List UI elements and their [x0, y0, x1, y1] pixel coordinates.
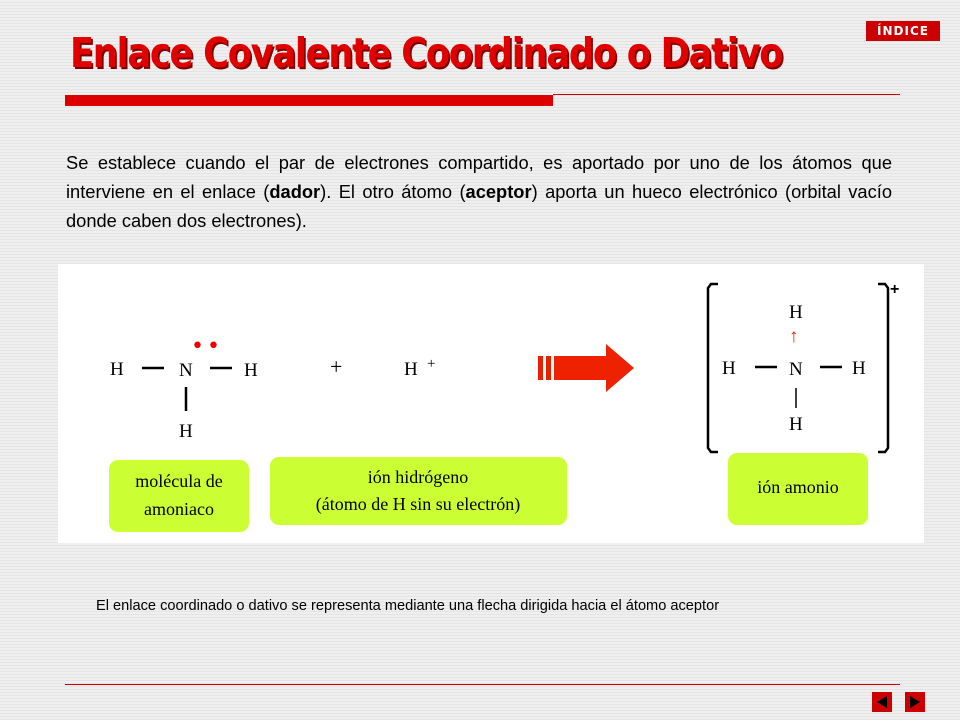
label-ammonium-text: ión amonio — [757, 477, 839, 497]
page-title: Enlace Covalente Coordinado o Dativo — [70, 29, 783, 77]
label-ammonia-line2: amoniaco — [144, 499, 214, 519]
ammonium-h-top: H — [789, 302, 803, 323]
hydrogen-ion-symbol: H — [404, 359, 418, 380]
caption: El enlace coordinado o dativo se representa mediante una flecha dirigida hacia el átomo aceptor — [96, 598, 720, 614]
hydrogen-ion — [404, 356, 435, 380]
ammonia-h-left: H — [110, 359, 124, 380]
triangle-right-icon — [905, 692, 925, 712]
label-ammonium — [728, 453, 868, 525]
triangle-left-icon — [872, 692, 892, 712]
reaction-diagram — [58, 264, 924, 543]
ammonia-h-bottom: H — [179, 421, 193, 442]
ammonia-h-right: H — [244, 360, 258, 381]
ammonium-structure — [722, 302, 866, 435]
dative-arrow-icon: ↑ — [789, 326, 799, 347]
ammonium-charge: + — [890, 281, 900, 298]
ammonia-lone-pair: •• — [191, 334, 223, 359]
title-underline-rule — [553, 94, 900, 95]
reaction-arrow-icon — [538, 344, 634, 392]
ammonia-structure — [110, 334, 258, 442]
ammonium-n: N — [789, 359, 803, 380]
ammonium-h-right: H — [852, 358, 866, 379]
footer-rule — [65, 684, 900, 685]
label-hydrogen — [270, 457, 567, 525]
left-bracket — [708, 284, 718, 452]
index-button[interactable]: ÍNDICE — [866, 21, 940, 41]
ammonium-h-bottom: H — [789, 414, 803, 435]
hydrogen-ion-charge: + — [427, 356, 436, 372]
title-underline-bar — [65, 95, 553, 106]
label-ammonia-line1: molécula de — [135, 471, 223, 491]
acceptor-term: aceptor — [465, 181, 532, 202]
intro-paragraph: Se establece cuando el par de electrones compartido, es aportado por uno de los átomos que interviene en el enlace (dador). El otro átomo (aceptor) aporta un hueco electrónico (orbital vacío donde caben dos electrones). — [66, 152, 892, 231]
label-ammonia — [109, 460, 249, 532]
next-slide-button[interactable] — [905, 692, 925, 712]
previous-slide-button[interactable] — [872, 692, 892, 712]
label-hydrogen-line2: (átomo de H sin su electrón) — [315, 494, 521, 514]
label-hydrogen-line1: ión hidrógeno — [367, 467, 469, 487]
plus-sign: + — [330, 354, 343, 379]
donor-term: dador — [269, 181, 321, 202]
ammonia-n: N — [179, 360, 193, 381]
right-bracket — [878, 284, 888, 452]
ammonium-h-left: H — [722, 358, 736, 379]
